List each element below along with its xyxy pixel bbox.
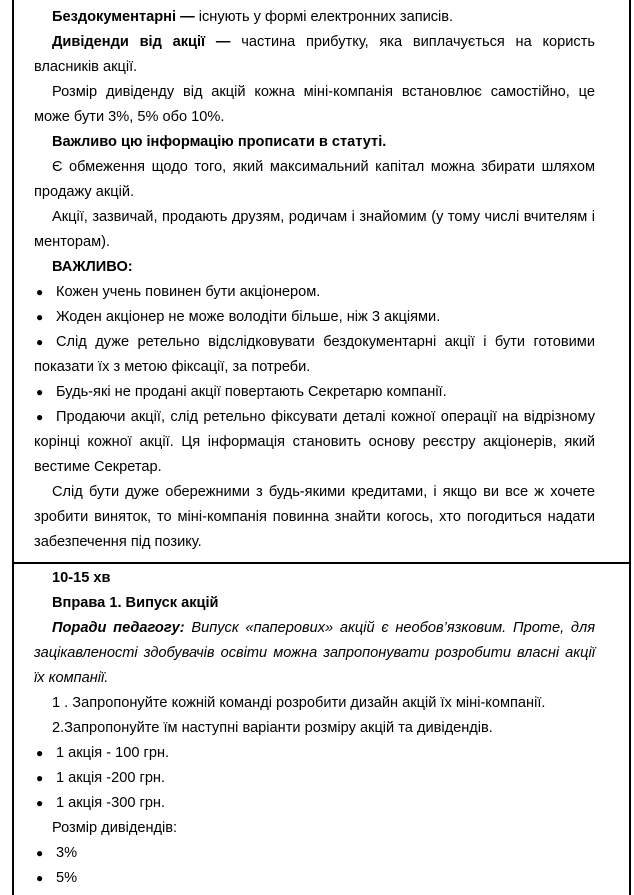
list-item-text: Слід дуже ретельно відслідковувати бездокументарні акції і бути готовими показати їх з метою фіксації, за потреби. bbox=[34, 334, 595, 375]
list-item-text: 1 акція -200 грн. bbox=[56, 770, 166, 786]
definition-dividends: частина прибутку, яка виплачується на користь власників акції. bbox=[34, 34, 595, 75]
term-dividends: Дивіденди від акції — bbox=[52, 34, 231, 50]
bullet-icon: ● bbox=[36, 846, 44, 860]
dividends-label: Розмір дивідендів: bbox=[52, 820, 178, 836]
exercise-title-text: Вправа 1. Випуск акцій bbox=[52, 595, 219, 611]
list-item bbox=[34, 405, 595, 480]
bullet-icon: ● bbox=[36, 871, 44, 885]
time-label bbox=[34, 566, 595, 591]
list-item-text: 1 акція -300 грн. bbox=[56, 795, 166, 811]
bullet-icon: ● bbox=[36, 385, 44, 399]
tips-label: Поради педагогу: bbox=[52, 620, 185, 636]
list-item-text: Будь-які не продані акції повертають Секретарю компанії. bbox=[56, 384, 447, 400]
definition-paperless: існують у формі електронних записів. bbox=[194, 9, 454, 25]
list-item bbox=[34, 791, 595, 816]
important-heading bbox=[34, 255, 595, 280]
exercise-title bbox=[34, 591, 595, 616]
step-1: 1 . Запропонуйте кожній команді розробити дизайн акцій їх міні-компанії. bbox=[52, 695, 546, 711]
list-item bbox=[34, 280, 595, 305]
paragraph-statute-note bbox=[34, 130, 595, 155]
paragraph-paperless bbox=[34, 5, 595, 30]
bullet-icon: ● bbox=[36, 796, 44, 810]
paragraph-dividend-size: Розмір дивіденду від акцій кожна міні-компанія встановлює самостійно, це може бути 3%, 5% обо 10%. bbox=[34, 84, 595, 125]
list-item-text: Продаючи акції, слід ретельно фіксувати деталі кожної операції на відрізному корінці кожної акції. Ця інформація становить основу реєстру акціонерів, який вестиме Секретар. bbox=[34, 409, 595, 475]
bullet-icon: ● bbox=[36, 335, 44, 349]
list-item bbox=[34, 305, 595, 330]
list-item-text: Жоден акціонер не може володіти більше, ніж 3 акціями. bbox=[56, 309, 441, 325]
table-cell-exercise bbox=[14, 566, 629, 891]
list-item bbox=[34, 380, 595, 405]
bullet-icon: ● bbox=[36, 410, 44, 424]
list-item bbox=[34, 841, 595, 866]
bullet-icon: ● bbox=[36, 310, 44, 324]
bullet-icon: ● bbox=[36, 771, 44, 785]
list-item-text: Кожен учень повинен бути акціонером. bbox=[56, 284, 321, 300]
list-item bbox=[34, 766, 595, 791]
bullet-icon: ● bbox=[36, 746, 44, 760]
paragraph-capital-limit: Є обмеження щодо того, який максимальний капітал можна збирати шляхом продажу акцій. bbox=[34, 159, 595, 200]
bullet-icon: ● bbox=[36, 285, 44, 299]
list-item bbox=[34, 866, 595, 891]
step-2: 2.Запропонуйте їм наступні варіанти розміру акцій та дивідендів. bbox=[52, 720, 493, 736]
teacher-tips bbox=[34, 616, 595, 691]
tips-text: Випуск «паперових» акцій є необов’язковим. Проте, для зацікавленості здобувачів освіти можна запропонувати розробити власні акції їх компанії. bbox=[34, 620, 596, 686]
statute-note: Важливо цю інформацію прописати в статуті. bbox=[52, 134, 387, 150]
list-item-text: 1 акція - 100 грн. bbox=[56, 745, 170, 761]
row-separator bbox=[12, 562, 631, 564]
important-heading-text: ВАЖЛИВО: bbox=[52, 259, 133, 275]
list-item bbox=[34, 741, 595, 766]
list-item bbox=[34, 330, 595, 380]
list-item-text: 5% bbox=[56, 870, 78, 886]
list-item-text: 3% bbox=[56, 845, 78, 861]
paragraph-who-buys: Акції, зазвичай, продають друзям, родичам і знайомим (у тому числі вчителям і менторам). bbox=[34, 209, 595, 250]
term-paperless: Бездокументарні — bbox=[52, 9, 195, 25]
table-cell-info bbox=[14, 5, 629, 555]
paragraph-dividends bbox=[34, 30, 595, 80]
paragraph-credits: Слід бути дуже обережними з будь-якими кредитами, і якщо ви все ж хочете зробити виняток, то міні-компанія повинна знайти когось, хто погодиться надати забезпечення під позику. bbox=[34, 484, 595, 550]
time-text: 10-15 хв bbox=[52, 570, 111, 586]
